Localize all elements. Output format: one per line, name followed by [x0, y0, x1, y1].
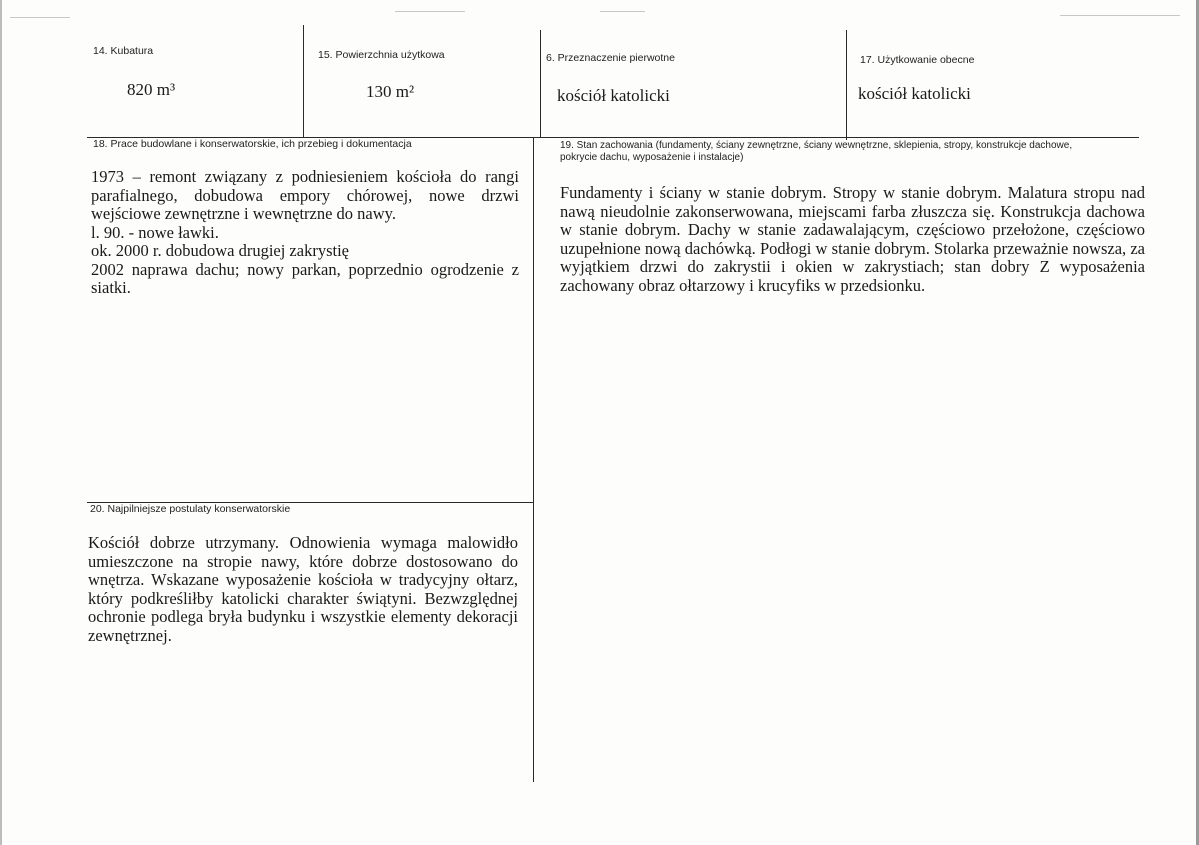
kubatura-label: 14. Kubatura	[93, 45, 154, 57]
powierzchnia-value: 130 m²	[366, 82, 415, 101]
col-divider-main	[533, 137, 534, 782]
prace-line: l. 90. - nowe ławki.	[91, 222, 219, 242]
uzytkowanie-value: kościół katolicki	[858, 84, 971, 103]
scan-mark	[600, 11, 645, 12]
przeznaczenie-label: 6. Przeznaczenie pierwotne	[546, 52, 675, 64]
prace-line: 2002 naprawa dachu; nowy parkan, poprzednio ogrodzenie z siatki.	[91, 259, 519, 297]
postulaty-label: 20. Najpilniejsze postulaty konserwatorskie	[90, 503, 291, 515]
col-divider-1	[303, 25, 304, 138]
przeznaczenie-value: kościół katolicki	[557, 86, 670, 105]
prace-text	[91, 168, 519, 298]
stan-label-line1: 19. Stan zachowania (fundamenty, ściany zewnętrzne, ściany wewnętrzne, sklepienia, stropy, konstrukcje dachowe,	[560, 140, 1073, 151]
prace-line: ok. 2000 r. dobudowa drugiej zakrystię	[91, 241, 349, 260]
scan-mark	[1060, 15, 1180, 16]
col-divider-2	[540, 30, 541, 138]
prace-label: 18. Prace budowlane i konserwatorskie, ich przebieg i dokumentacja	[93, 138, 412, 150]
col-divider-3	[846, 30, 847, 140]
uzytkowanie-label: 17. Użytkowanie obecne	[860, 54, 975, 66]
prace-line: 1973 – remont związany z podniesieniem kościoła do rangi parafialnego, dobudowa empory chórowej, nowe drzwi wejściowe zewnętrzne i wewnętrzne do nawy.	[91, 167, 519, 223]
stan-text: Fundamenty i ściany w stanie dobrym. Stropy w stanie dobrym. Malatura stropu nad nawą nieudolnie zakonserwowana, miejscami farba złuszcza się. Konstrukcja dachowa w stanie dobrym. Dachy w stanie zadawalającym, częściowo przełożone, częściowo uzupełnione nową dachówką. Podłogi w stanie dobrym. Stolarka przeważnie nowsza, za wyjątkiem drzwi do zakrystii i okien w zakrystiach; stan dobry Z wyposażenia zachowany obraz ołtarzowy i krucyfiks w przedsionku.	[560, 183, 1145, 295]
powierzchnia-label: 15. Powierzchnia użytkowa	[318, 49, 445, 61]
kubatura-value: 820 m³	[127, 80, 176, 99]
postulaty-text: Kościół dobrze utrzymany. Odnowienia wymaga malowidło umieszczone na stropie nawy, które dobrze dostosowano do wnętrza. Wskazane wyposażenie kościoła w tradycyjny ołtarz, który podkreśliłby katolicki charakter świątyni. Bezwzględnej ochronie podlega bryła budynku i wszystkie elementy dekoracji zewnętrznej.	[88, 533, 518, 645]
stan-label-line2: pokrycie dachu, wyposażenie i instalacje)	[560, 152, 744, 163]
scan-mark	[395, 11, 465, 12]
scan-mark	[10, 17, 70, 18]
